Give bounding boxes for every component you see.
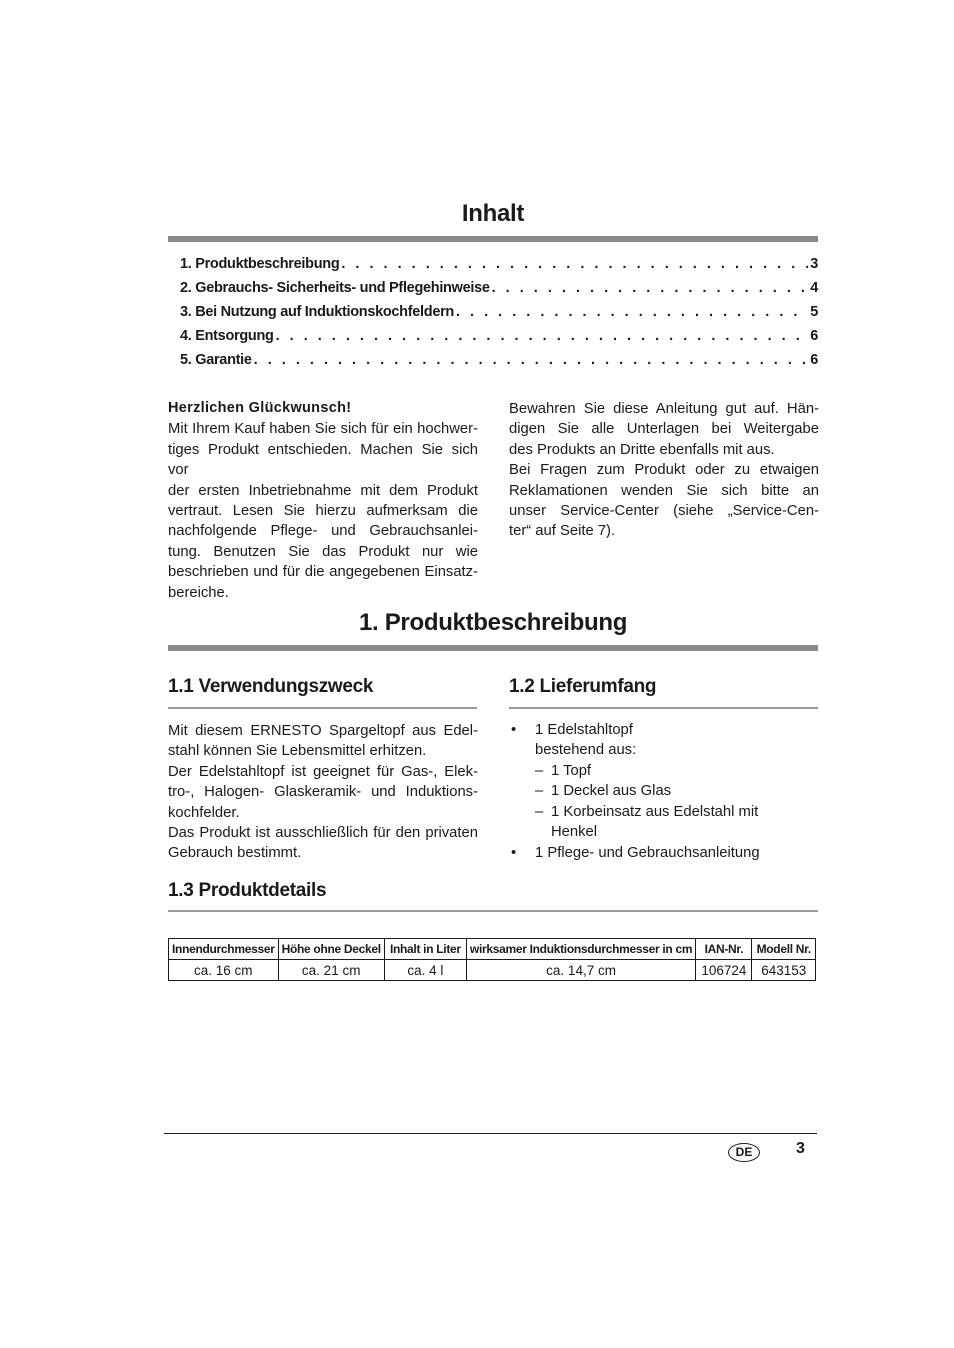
lieferumfang-list <box>509 720 819 864</box>
toc-item-page: 6 <box>810 352 818 368</box>
intro-heading: Herzlichen Glückwunsch! <box>168 400 352 416</box>
dash-icon: – <box>535 783 544 800</box>
table-cell: ca. 4 l <box>384 960 466 981</box>
intro-left-column <box>168 398 478 603</box>
toc-title: Inhalt <box>461 200 525 227</box>
text-line: bereiche. <box>168 584 229 601</box>
bullet-icon: • <box>511 722 517 738</box>
text-line: Das Produkt ist ausschließlich für den privaten <box>168 825 478 842</box>
footer-rule <box>164 1133 817 1134</box>
toc-item-label: 4. Entsorgung <box>180 328 274 344</box>
toc-title-rule <box>168 236 818 242</box>
table-header-cell: Höhe ohne Deckel <box>278 939 384 960</box>
list-item-text: 1 Edelstahltopf <box>535 722 633 738</box>
text-line: Bei Fragen zum Produkt oder zu etwaigen <box>509 462 819 479</box>
toc-item-page: 3 <box>810 256 818 272</box>
text-line: nachfolgende Pflege- und Gebrauchsanlei- <box>168 523 478 540</box>
subsection-title-1-2: 1.2 Lieferumfang <box>509 676 657 697</box>
toc-item[interactable] <box>180 352 818 376</box>
table-of-contents <box>180 256 818 376</box>
table-header-cell: Modell Nr. <box>752 939 816 960</box>
table-header-cell: wirksamer Induktionsdurchmesser in cm <box>466 939 695 960</box>
toc-item-page: 4 <box>810 280 818 296</box>
subsection-rule <box>509 707 818 709</box>
dash-icon: – <box>535 803 544 820</box>
text-line: Gebrauch bestimmt. <box>168 845 302 862</box>
toc-item-label: 2. Gebrauchs- Sicherheits- und Pflegehinweise <box>180 280 490 296</box>
text-line: stahl können Sie Lebensmittel erhitzen. <box>168 743 427 760</box>
sub-item-text: 1 Deckel aus Glas <box>551 783 672 800</box>
sub-item <box>535 781 819 801</box>
text-line: Der Edelstahltopf ist geeignet für Gas-, Elek- <box>168 763 478 780</box>
subsection-rule <box>168 910 818 912</box>
toc-item[interactable] <box>180 280 818 304</box>
toc-leader <box>254 352 809 368</box>
toc-item[interactable] <box>180 304 818 328</box>
text-line: Mit Ihrem Kauf haben Sie sich für ein hochwer- <box>168 421 478 438</box>
text-line: kochfelder. <box>168 804 240 821</box>
subsection-title-1-3: 1.3 Produktdetails <box>168 880 327 901</box>
sub-item-text: 1 Topf <box>551 762 592 779</box>
toc-leader <box>456 304 808 320</box>
table-row <box>169 960 816 981</box>
table-cell: 106724 <box>696 960 752 981</box>
text-line: digen Sie alle Unterlagen bei Weitergabe <box>509 421 819 438</box>
text-line: unser Service-Center (siehe „Service-Cen- <box>509 503 819 520</box>
product-details-table <box>168 938 816 981</box>
subsection-rule <box>168 707 477 709</box>
text-line: Reklamationen wenden Sie sich bitte an <box>509 482 819 499</box>
sub-item-text: 1 Korbeinsatz aus Edelstahl mit <box>551 803 759 820</box>
verwendungszweck-text <box>168 721 478 864</box>
text-line: tro-, Halogen- Glaskeramik- und Induktions- <box>168 784 478 801</box>
dash-icon: – <box>535 762 544 779</box>
list-item-text: 1 Pflege- und Gebrauchsanleitung <box>535 845 760 862</box>
table-cell: ca. 16 cm <box>169 960 279 981</box>
bullet-icon: • <box>511 845 517 862</box>
toc-item[interactable] <box>180 328 818 352</box>
table-header-cell: Innendurchmesser <box>169 939 279 960</box>
toc-item-page: 5 <box>810 304 818 320</box>
table-cell: 643153 <box>752 960 816 981</box>
toc-item[interactable] <box>180 256 818 280</box>
toc-leader <box>276 328 809 344</box>
table-header-row <box>169 939 816 960</box>
text-line: Mit diesem ERNESTO Spargeltopf aus Edel- <box>168 723 478 739</box>
text-line: tiges Produkt entschieden. Machen Sie sich vor <box>168 441 478 479</box>
text-line: des Produkts an Dritte ebenfalls mit aus. <box>509 441 775 458</box>
section-title: 1. Produktbeschreibung <box>358 609 628 636</box>
language-badge: DE <box>728 1143 760 1162</box>
table-cell: ca. 21 cm <box>278 960 384 981</box>
toc-leader <box>341 256 808 272</box>
text-line: beschrieben und für die angegebenen Einsatz- <box>168 564 478 581</box>
list-item <box>509 843 819 863</box>
table-header-cell: IAN-Nr. <box>696 939 752 960</box>
intro-right-column <box>509 399 819 542</box>
sub-item-text: Henkel <box>551 824 598 841</box>
subsection-title-1-1: 1.1 Verwendungszweck <box>168 676 374 697</box>
list-item <box>509 720 819 842</box>
toc-leader <box>492 280 809 296</box>
toc-item-label: 3. Bei Nutzung auf Induktionskochfeldern <box>180 304 454 320</box>
text-line: Bewahren Sie diese Anleitung gut auf. Hän- <box>509 401 819 417</box>
table-header-cell: Inhalt in Liter <box>384 939 466 960</box>
text-line: tung. Benutzen Sie das Produkt nur wie <box>168 543 478 560</box>
list-item-text: bestehend aus: <box>535 742 637 759</box>
sub-item <box>535 802 819 843</box>
sub-item <box>535 761 819 781</box>
toc-item-page: 6 <box>810 328 818 344</box>
toc-item-label: 1. Produktbeschreibung <box>180 256 340 272</box>
text-line: der ersten Inbetriebnahme mit dem Produkt <box>168 482 478 499</box>
text-line: ter“ auf Seite 7). <box>509 523 616 540</box>
toc-item-label: 5. Garantie <box>180 352 252 368</box>
table-cell: ca. 14,7 cm <box>466 960 695 981</box>
section-title-rule <box>168 645 818 651</box>
text-line: vertraut. Lesen Sie hierzu aufmerksam die <box>168 503 478 520</box>
page-number: 3 <box>796 1140 805 1157</box>
